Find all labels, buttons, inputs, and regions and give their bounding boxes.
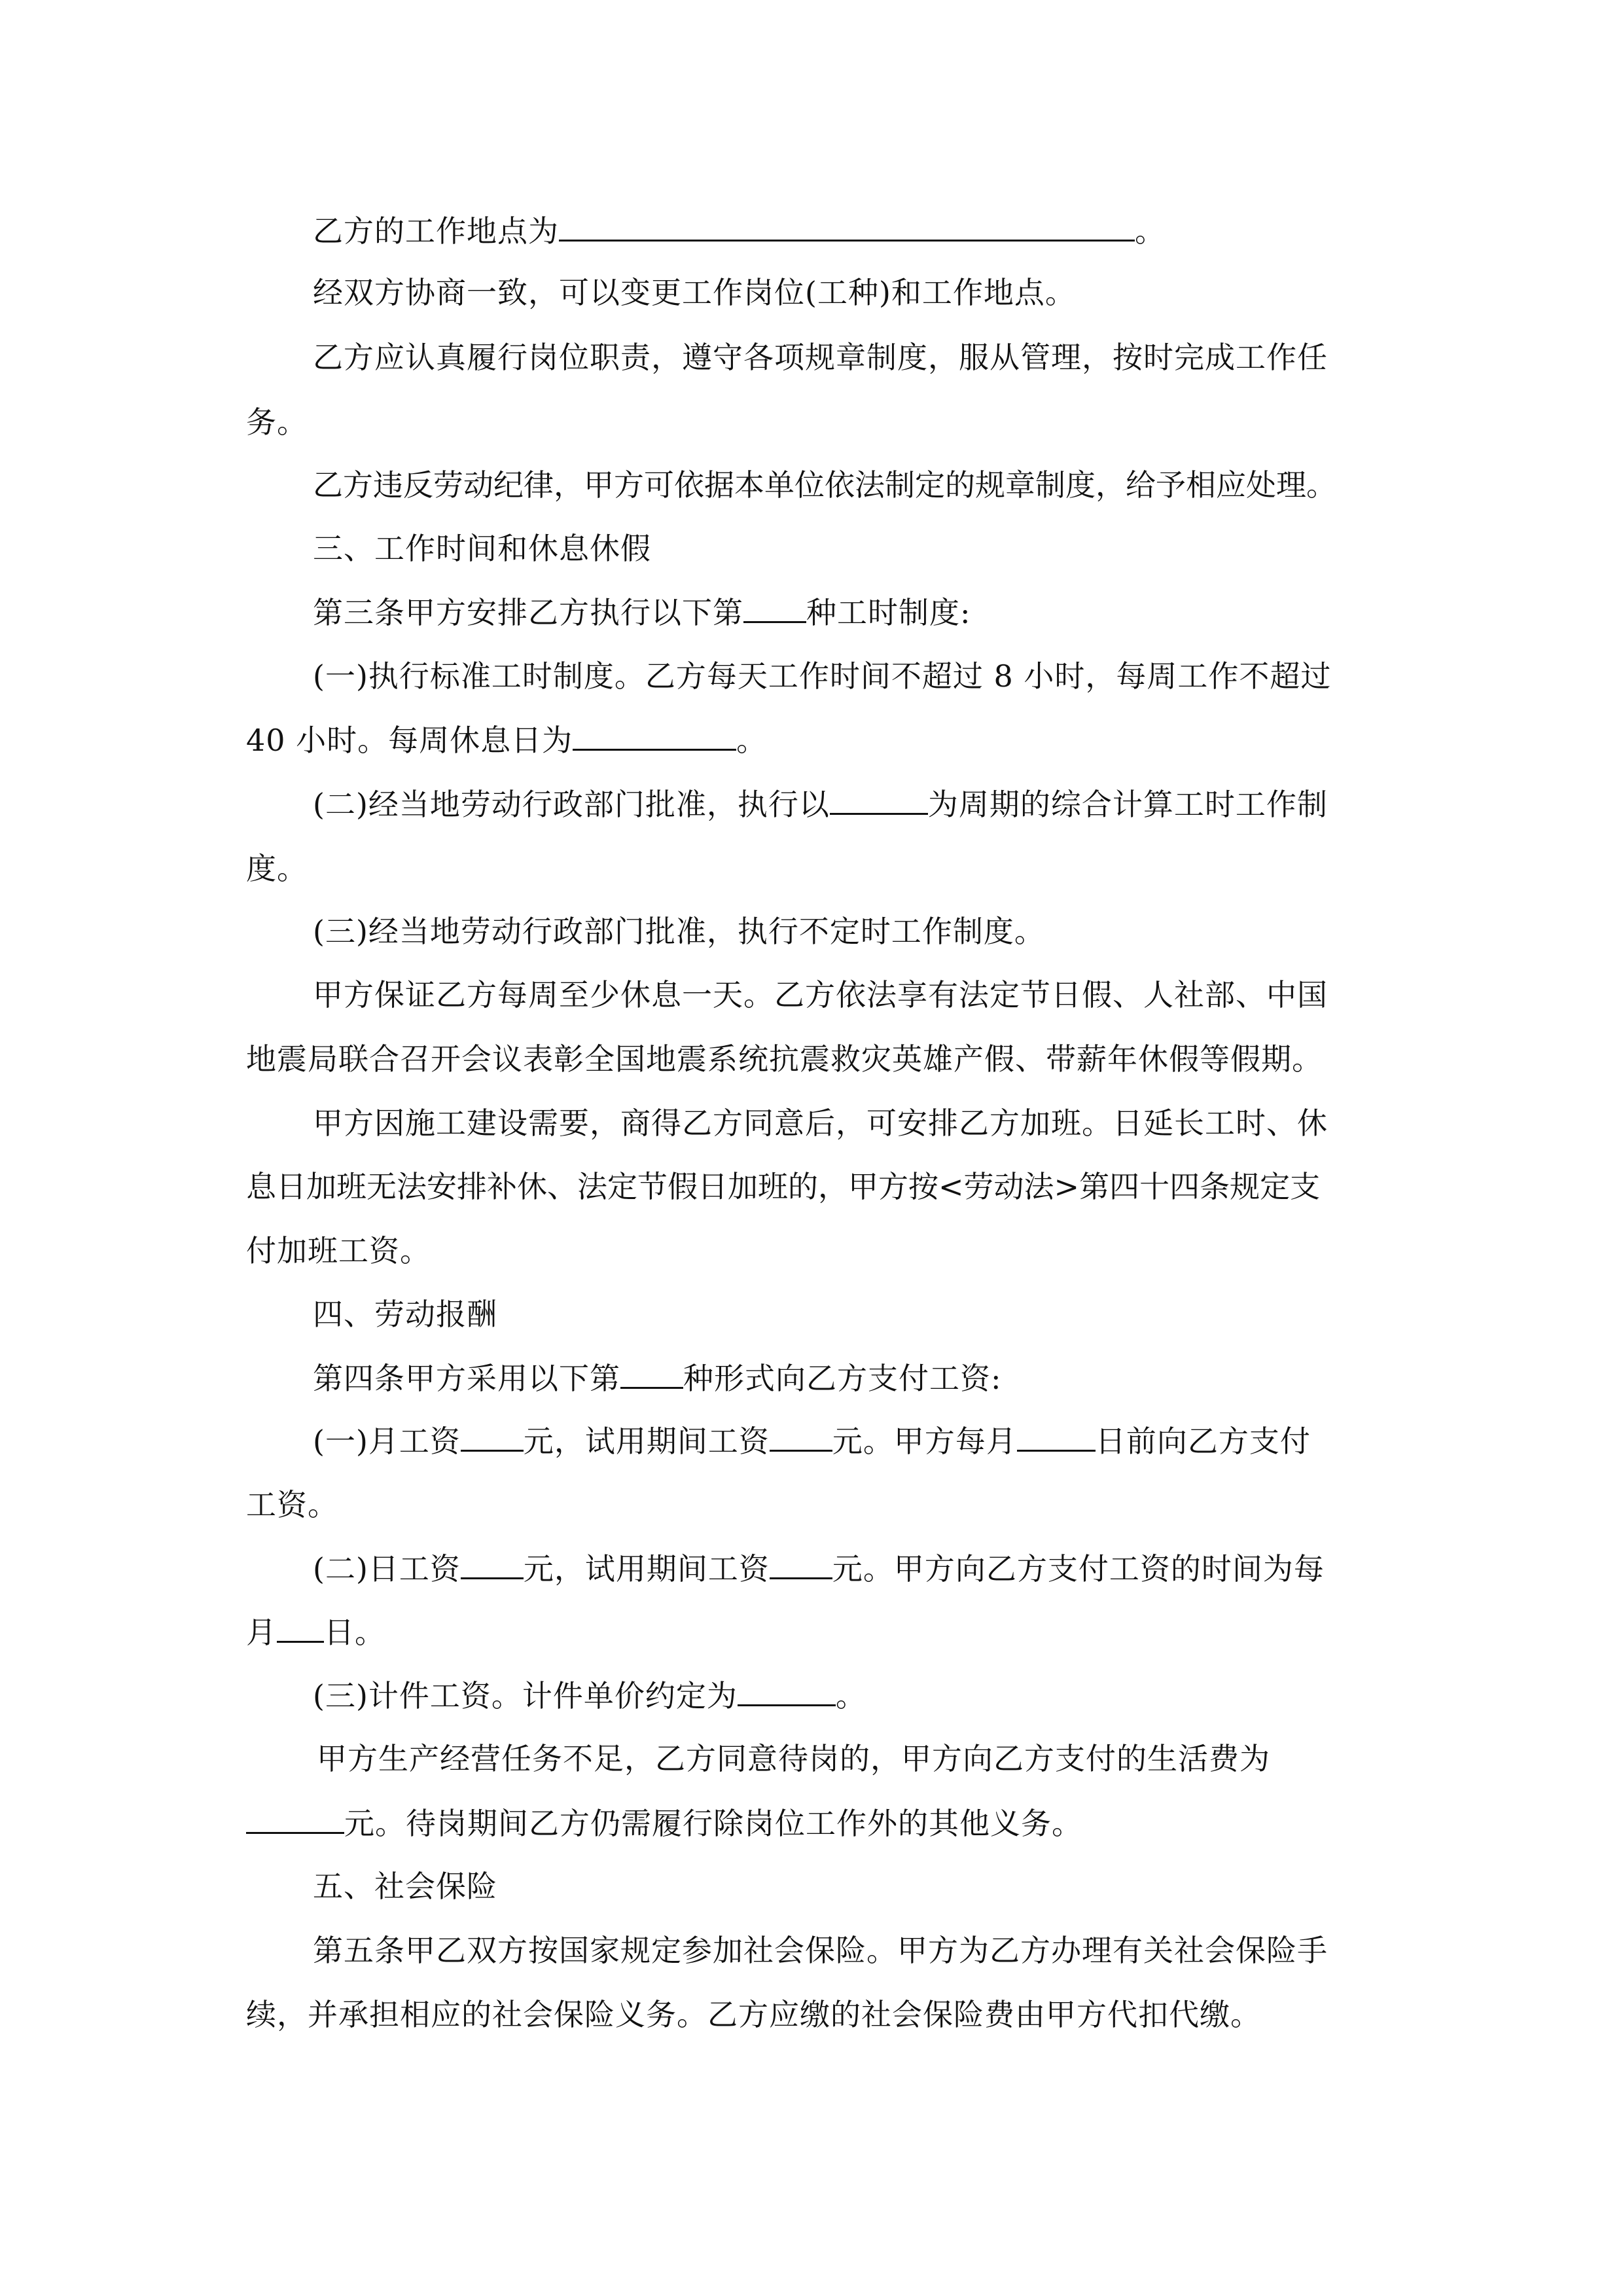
section-heading: 四、劳动报酬 (313, 1297, 497, 1332)
text-line: 工资。 (246, 1487, 338, 1522)
fill-blank (830, 784, 928, 815)
fill-blank (738, 1676, 836, 1706)
text-line: 度。 (246, 851, 308, 886)
text-line: 第五条甲乙双方按国家规定参加社会保险。甲方为乙方办理有关社会保险手 (313, 1933, 1328, 1968)
fill-blank (770, 1421, 832, 1452)
fill-blank (246, 1803, 344, 1834)
text-line: 月 日。 (246, 1612, 385, 1652)
text-line: 续，并承担相应的社会保险义务。乙方应缴的社会保险费由甲方代扣代缴。 (246, 1997, 1261, 2032)
text-line: 地震局联合召开会议表彰全国地震系统抗震救灾英雄产假、带薪年休假等假期。 (246, 1041, 1323, 1077)
fill-blank (743, 592, 806, 623)
fill-blank (620, 1358, 683, 1389)
text-line: 乙方违反劳动纪律，甲方可依据本单位依法制定的规章制度，给予相应处理。 (313, 467, 1336, 503)
text-line: 务。 (246, 404, 308, 440)
text-line: (一)月工资 元，试用期间工资 元。甲方每月 日前向乙方支付 (313, 1421, 1311, 1461)
fill-blank (770, 1549, 832, 1579)
fill-blank (1017, 1421, 1096, 1452)
text-line: 甲方保证乙方每周至少休息一天。乙方依法享有法定节日假、人社部、中国 (313, 977, 1328, 1013)
text-line: 第四条甲方采用以下第 种形式向乙方支付工资: (313, 1358, 1002, 1398)
text-line: (三)计件工资。计件单价约定为 。 (313, 1676, 866, 1715)
text-line: 经双方协商一致，可以变更工作岗位(工种)和工作地点。 (313, 275, 1076, 310)
section-heading: 三、工作时间和休息休假 (313, 531, 651, 566)
text-line: (三)经当地劳动行政部门批准，执行不定时工作制度。 (313, 914, 1045, 949)
fill-blank (461, 1549, 524, 1579)
text-line: 甲方因施工建设需要，商得乙方同意后，可安排乙方加班。日延长工时、休 (313, 1105, 1328, 1141)
fill-blank (461, 1421, 524, 1452)
text-line: 40 小时。每周休息日为 。 (246, 720, 767, 760)
text-line: (二)日工资 元，试用期间工资 元。甲方向乙方支付工资的时间为每 (313, 1549, 1325, 1588)
section-heading: 五、社会保险 (313, 1869, 497, 1904)
fill-blank (277, 1612, 324, 1643)
fill-blank (573, 720, 736, 751)
text-line: 乙方应认真履行岗位职责，遵守各项规章制度，服从管理，按时完成工作任 (313, 340, 1328, 375)
text-line: 元。待岗期间乙方仍需履行除岗位工作外的其他义务。 (246, 1803, 1082, 1843)
text-line: (二)经当地劳动行政部门批准，执行以 为周期的综合计算工时工作制 (313, 784, 1328, 824)
text-line: 息日加班无法安排补休、法定节假日加班的，甲方按<劳动法>第四十四条规定支 (246, 1169, 1321, 1204)
text-line: 付加班工资。 (246, 1233, 431, 1268)
text-line: (一)执行标准工时制度。乙方每天工作时间不超过 8 小时，每周工作不超过 (313, 658, 1332, 694)
text-line: 乙方的工作地点为 。 (313, 211, 1166, 251)
text-line: 甲方生产经营任务不足，乙方同意待岗的，甲方向乙方支付的生活费为 (317, 1741, 1270, 1776)
text-line: 第三条甲方安排乙方执行以下第 种工时制度: (313, 592, 971, 632)
fill-blank (559, 211, 1135, 242)
